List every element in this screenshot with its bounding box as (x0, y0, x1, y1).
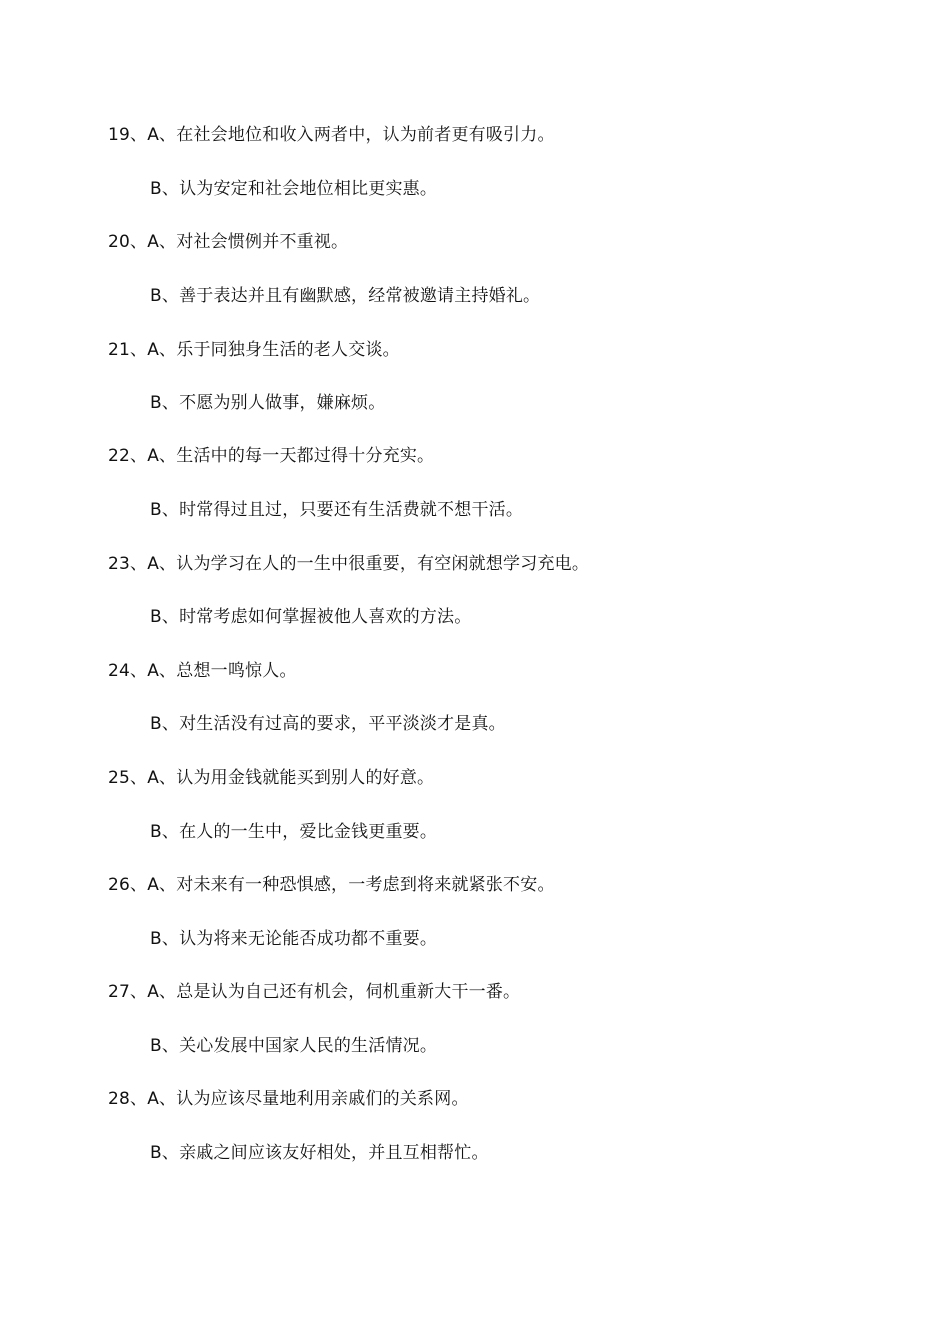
question-26-option-b: B、认为将来无论能否成功都不重要。 (150, 929, 438, 949)
question-24-option-b: B、对生活没有过高的要求，平平淡淡才是真。 (150, 714, 506, 734)
question-28-option-a: 28、A、认为应该尽量地利用亲戚们的关系网。 (108, 1089, 469, 1109)
question-28-option-b: B、亲戚之间应该友好相处，并且互相帮忙。 (150, 1143, 489, 1163)
question-25-option-a: 25、A、认为用金钱就能买到别人的好意。 (108, 768, 435, 788)
question-25-option-b: B、在人的一生中，爱比金钱更重要。 (150, 822, 438, 842)
question-26-option-a: 26、A、对未来有一种恐惧感，一考虑到将来就紧张不安。 (108, 875, 555, 895)
question-20-option-b: B、善于表达并且有幽默感，经常被邀请主持婚礼。 (150, 286, 541, 306)
question-19-option-a: 19、A、在社会地位和收入两者中，认为前者更有吸引力。 (108, 125, 555, 145)
question-19-option-b: B、认为安定和社会地位相比更实惠。 (150, 179, 438, 199)
question-21-option-a: 21、A、乐于同独身生活的老人交谈。 (108, 340, 400, 360)
question-27-option-b: B、关心发展中国家人民的生活情况。 (150, 1036, 438, 1056)
question-24-option-a: 24、A、总想一鸣惊人。 (108, 661, 297, 681)
question-23-option-b: B、时常考虑如何掌握被他人喜欢的方法。 (150, 607, 472, 627)
question-27-option-a: 27、A、总是认为自己还有机会，伺机重新大干一番。 (108, 982, 521, 1002)
question-23-option-a: 23、A、认为学习在人的一生中很重要，有空闲就想学习充电。 (108, 554, 590, 574)
question-21-option-b: B、不愿为别人做事，嫌麻烦。 (150, 393, 386, 413)
question-22-option-b: B、时常得过且过，只要还有生活费就不想干活。 (150, 500, 524, 520)
question-22-option-a: 22、A、生活中的每一天都过得十分充实。 (108, 446, 435, 466)
question-20-option-a: 20、A、对社会惯例并不重视。 (108, 232, 349, 252)
